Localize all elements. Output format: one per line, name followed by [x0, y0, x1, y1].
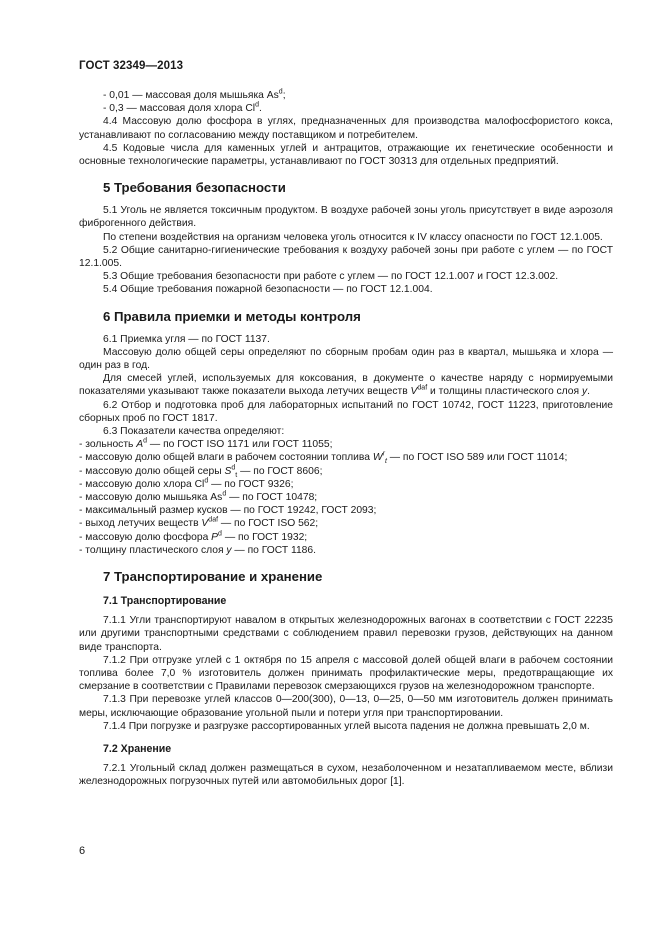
paragraph-6-1-sulfur: Массовую долю общей серы определяют по сборным пробам один раз в квартал, мышьяка и хлора — один раз в год.	[79, 346, 613, 372]
text: - массовую долю мышьяка As	[79, 492, 223, 504]
list-item-chlorine-method	[79, 478, 613, 491]
text: - массовую долю общей серы	[79, 465, 225, 477]
list-item-ash	[79, 438, 613, 451]
superscript: r	[382, 451, 385, 459]
paragraph-6-2: 6.2 Отбор и подготовка проб для лабораторных испытаний по ГОСТ 10742, ГОСТ 11223, приготовление сборных проб по ГОСТ 1817.	[79, 399, 613, 424]
text: - массовую долю общей влаги в рабочем состоянии топлива	[79, 452, 373, 464]
paragraph-4-5: 4.5 Кодовые числа для каменных углей и антрацитов, отражающие их генетические особенности и основные технологические параметры, устанавливают по ГОСТ 30313 для отдельных предприятий.	[79, 142, 613, 168]
section-7-title: 7 Транспортирование и хранение	[103, 569, 323, 585]
section-5-title: 5 Требования безопасности	[103, 180, 286, 196]
symbol: V	[410, 386, 418, 398]
superscript: d	[143, 437, 148, 445]
text: - толщину пластического слоя	[79, 544, 227, 556]
text: — по ГОСТ 1932;	[221, 531, 308, 543]
text: Для смесей углей, используемых для коксования, в документе о качестве наряду с нормируемыми показателями указывают также показатели выхода летучих веществ	[79, 373, 613, 398]
subscript: t	[384, 458, 387, 466]
paragraph-5-3: 5.3 Общие требования безопасности при работе с углем — по ГОСТ 12.1.007 и ГОСТ 12.3.002.	[103, 271, 559, 283]
superscript: d	[218, 530, 222, 538]
paragraph-7-1-3: 7.1.3 При перевозке углей классов 0—200(300), 0—13, 0—25, 0—50 мм изготовитель должен принимать меры, исключающие образование угольной пыли и потери угля при транспортировании.	[79, 694, 613, 719]
list-item-volatiles	[79, 517, 613, 530]
list-item-arsenic	[79, 89, 613, 102]
text: - массовую долю хлора Cl	[79, 478, 205, 490]
superscript: d	[231, 464, 236, 472]
paragraph-6-1: 6.1 Приемка угля — по ГОСТ 1137.	[103, 333, 270, 345]
text: - массовую долю фосфора	[79, 531, 212, 543]
symbol: y	[581, 386, 588, 398]
symbol: A	[136, 439, 144, 451]
list-item-size: - максимальный размер кусков — по ГОСТ 19242, ГОСТ 2093;	[79, 505, 377, 517]
list-item-chlorine	[79, 102, 613, 115]
text: и толщины пластического слоя	[427, 386, 582, 398]
text: — по ГОСТ 8606;	[237, 465, 323, 477]
symbol: V	[201, 518, 209, 530]
text: ;	[282, 90, 286, 101]
text: - выход летучих веществ	[79, 518, 202, 530]
paragraph-7-1-4: 7.1.4 При погрузке и разгрузке рассортированных углей высота падения не должна превышать 2,0 м.	[103, 720, 590, 732]
text: — по ГОСТ ISO 562;	[218, 518, 319, 530]
paragraph-5-1-cont: По степени воздействия на организм человека уголь относится к IV классу опасности по ГОСТ 12.1.005.	[103, 231, 603, 243]
subscript: t	[235, 471, 238, 479]
text: .	[587, 386, 590, 398]
superscript: daf	[208, 517, 219, 525]
superscript: daf	[417, 385, 428, 393]
paragraph-6-3: 6.3 Показатели качества определяют:	[103, 426, 285, 438]
text: - зольность	[79, 439, 137, 451]
page-number: 6	[79, 845, 86, 857]
symbol: W	[372, 452, 383, 464]
paragraph-7-1-2: 7.1.2 При отгрузке углей с 1 октября по 15 апреля с массовой долей общей влаги в рабочем состоянии топлива более 7,0 % изготовитель должен принимать профилактические меры, предотвращающие их смерзание в соответствии с Правилами перевозок смерзающихся грузов на железнодорожном транспорте.	[79, 654, 613, 693]
page-content	[79, 89, 613, 788]
list-item-moisture	[79, 451, 613, 464]
paragraph-5-1: 5.1 Уголь не является токсичным продуктом. В воздухе рабочей зоны уголь присутствует в виде аэрозоля фиброгенного действия.	[79, 205, 613, 230]
subsection-7-2-title: 7.2 Хранение	[103, 742, 172, 755]
text: .	[258, 103, 262, 115]
paragraph-5-2: 5.2 Общие санитарно-гигиенические требования к воздуху рабочей зоны при работе с углем — по ГОСТ 12.1.005.	[79, 244, 613, 270]
paragraph-4-4: 4.4 Массовую долю фосфора в углях, предназначенных для производства малофосфористого кокса, устанавливают по согласованию между поставщиком и потребителем.	[79, 116, 613, 141]
list-item-arsenic-method	[79, 491, 613, 504]
paragraph-6-1-blends	[79, 372, 613, 398]
text: — по ГОСТ 10478;	[226, 492, 318, 504]
symbol: S	[224, 465, 232, 477]
text: — по ГОСТ 9326;	[208, 478, 294, 490]
symbol: y	[226, 544, 232, 556]
paragraph-7-2-1: 7.2.1 Угольный склад должен размещаться в сухом, незаболоченном и незатапливаемом месте, вблизи железнодорожных погрузочных путей или автомобильных дорог [1].	[79, 762, 613, 788]
text: - 0,3 — массовая доля хлора Cl	[103, 103, 256, 115]
superscript: d	[204, 477, 209, 485]
text: — по ГОСТ ISO 589 или ГОСТ 11014;	[386, 452, 568, 464]
text: — по ГОСТ 1186.	[231, 544, 316, 556]
text: — по ГОСТ ISO 1171 или ГОСТ 11055;	[147, 439, 333, 451]
list-item-sulfur	[79, 465, 613, 478]
symbol: P	[211, 531, 219, 543]
superscript: d	[278, 88, 283, 96]
paragraph-7-1-1: 7.1.1 Угли транспортируют навалом в открытых железнодорожных вагонах в соответствии с ГОСТ 22235 или другими транспортными средствами с соблюдением правил перевозки грузов, действующих на данном виде транспорта.	[79, 615, 613, 653]
list-item-plastic-layer	[79, 544, 613, 557]
list-item-phosphorus	[79, 531, 613, 544]
superscript: d	[222, 490, 227, 498]
paragraph-5-4: 5.4 Общие требования пожарной безопасности — по ГОСТ 12.1.004.	[103, 284, 433, 296]
section-6-title: 6 Правила приемки и методы контроля	[103, 308, 361, 324]
superscript: d	[255, 101, 259, 109]
subsection-7-1-title: 7.1 Транспортирование	[103, 595, 227, 608]
document-header: ГОСТ 32349—2013	[79, 60, 184, 72]
text: - 0,01 — массовая доля мышьяка As	[103, 90, 279, 101]
